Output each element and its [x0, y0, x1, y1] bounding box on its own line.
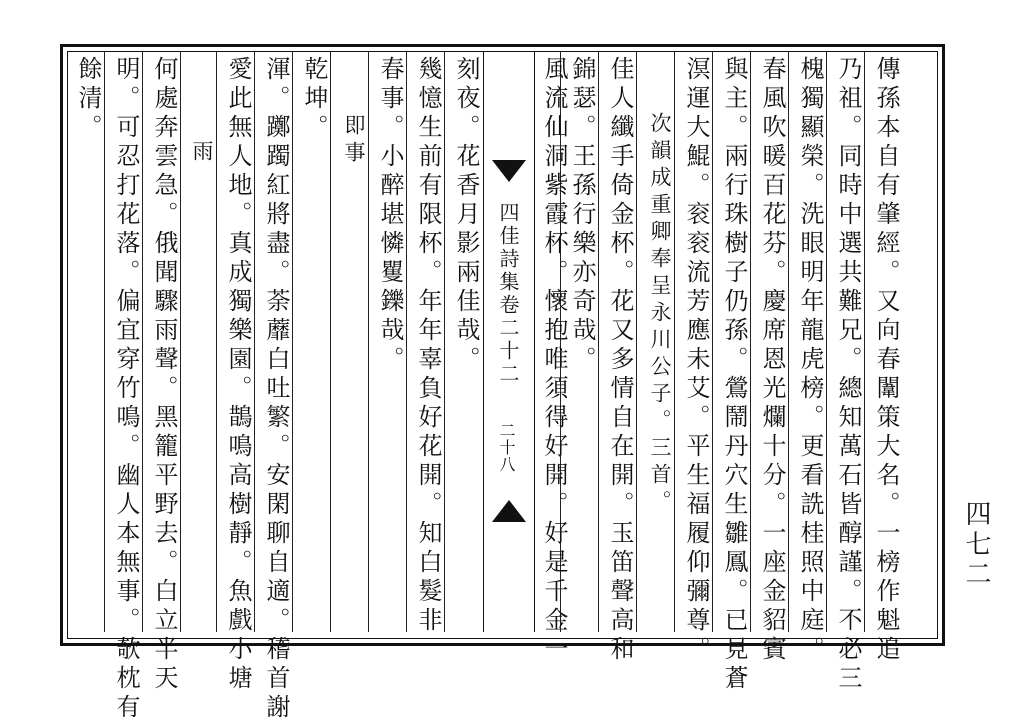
column-rule: [142, 52, 143, 632]
poem-title: 次韻成重卿奉呈永川公子。三首。: [648, 112, 672, 517]
column-rule: [636, 52, 637, 632]
text-column: 乃祖。同時中選共難兄。總知萬石皆醇謹。不必三: [834, 56, 862, 694]
text-column: 幾憶生前有限杯。年年辜負好花開。知白髮非: [414, 56, 442, 636]
book-title: 四佳詩集卷二十二: [496, 202, 520, 386]
column-rule: [864, 52, 865, 632]
column-rule: [598, 52, 599, 632]
text-column: 風流仙洞紫霞杯。懷抱唯須得好開。好是千金一: [540, 56, 568, 665]
leaf-number: 二十八: [497, 422, 516, 473]
column-rule: [712, 52, 713, 632]
column-rule: [826, 52, 827, 632]
text-column: 渾。躑躅紅將盡。荼蘼白吐繁。安閑聊自適。稽首謝: [262, 56, 290, 723]
column-rule: [444, 52, 445, 632]
text-column: 春風吹暖百花芬。慶席恩光爛十分。一座金貂賓: [758, 56, 786, 665]
poem-title: 即事: [342, 114, 366, 168]
text-column: 明。可忍打花落。偏宜穿竹鳴。幽人本無事。欹枕有: [112, 56, 140, 723]
poem-title: 雨: [190, 140, 214, 167]
column-rule: [788, 52, 789, 632]
text-column: 愛此無人地。真成獨樂園。鵲鳴高樹靜。魚戲小塘: [224, 56, 252, 694]
text-column: 與主。兩行珠樹子仍孫。鶯鬧丹穴生雛鳳。已見蒼: [720, 56, 748, 694]
column-rule: [406, 52, 407, 632]
text-column: 槐獨顯榮。洗眼明年龍虎榜。更看詵桂照中庭。: [796, 56, 824, 665]
column-rule: [292, 52, 293, 632]
text-column: 佳人纖手倚金杯。花又多情自在開。玉笛聲高和: [606, 56, 634, 665]
text-column: 傳孫本自有肇經。又向春闈策大名。一榜作魁追: [872, 56, 900, 665]
column-rule: [750, 52, 751, 632]
text-column: 春事。小醉堪憐矍鑠哉。: [376, 56, 404, 375]
column-rule: [254, 52, 255, 632]
column-rule: [674, 52, 675, 632]
text-column: 溟運大鯤。衮衮流芳應未艾。平生福履仰彌尊。: [682, 56, 710, 665]
column-rule: [368, 52, 369, 632]
column-rule: [216, 52, 217, 632]
text-column: 錦瑟。王孫行樂亦奇哉。: [568, 56, 596, 375]
page-number: 四七二: [961, 500, 991, 590]
column-rule: [180, 52, 181, 632]
text-column: 何處奔雲急。俄聞驟雨聲。黑籠平野去。白立半天: [150, 56, 178, 694]
text-column: 乾坤。: [300, 56, 328, 143]
text-column: 刻夜。花香月影兩佳哉。: [452, 56, 480, 375]
text-column: 餘清。: [74, 56, 102, 143]
column-rule: [104, 52, 105, 632]
column-rule: [330, 52, 331, 632]
